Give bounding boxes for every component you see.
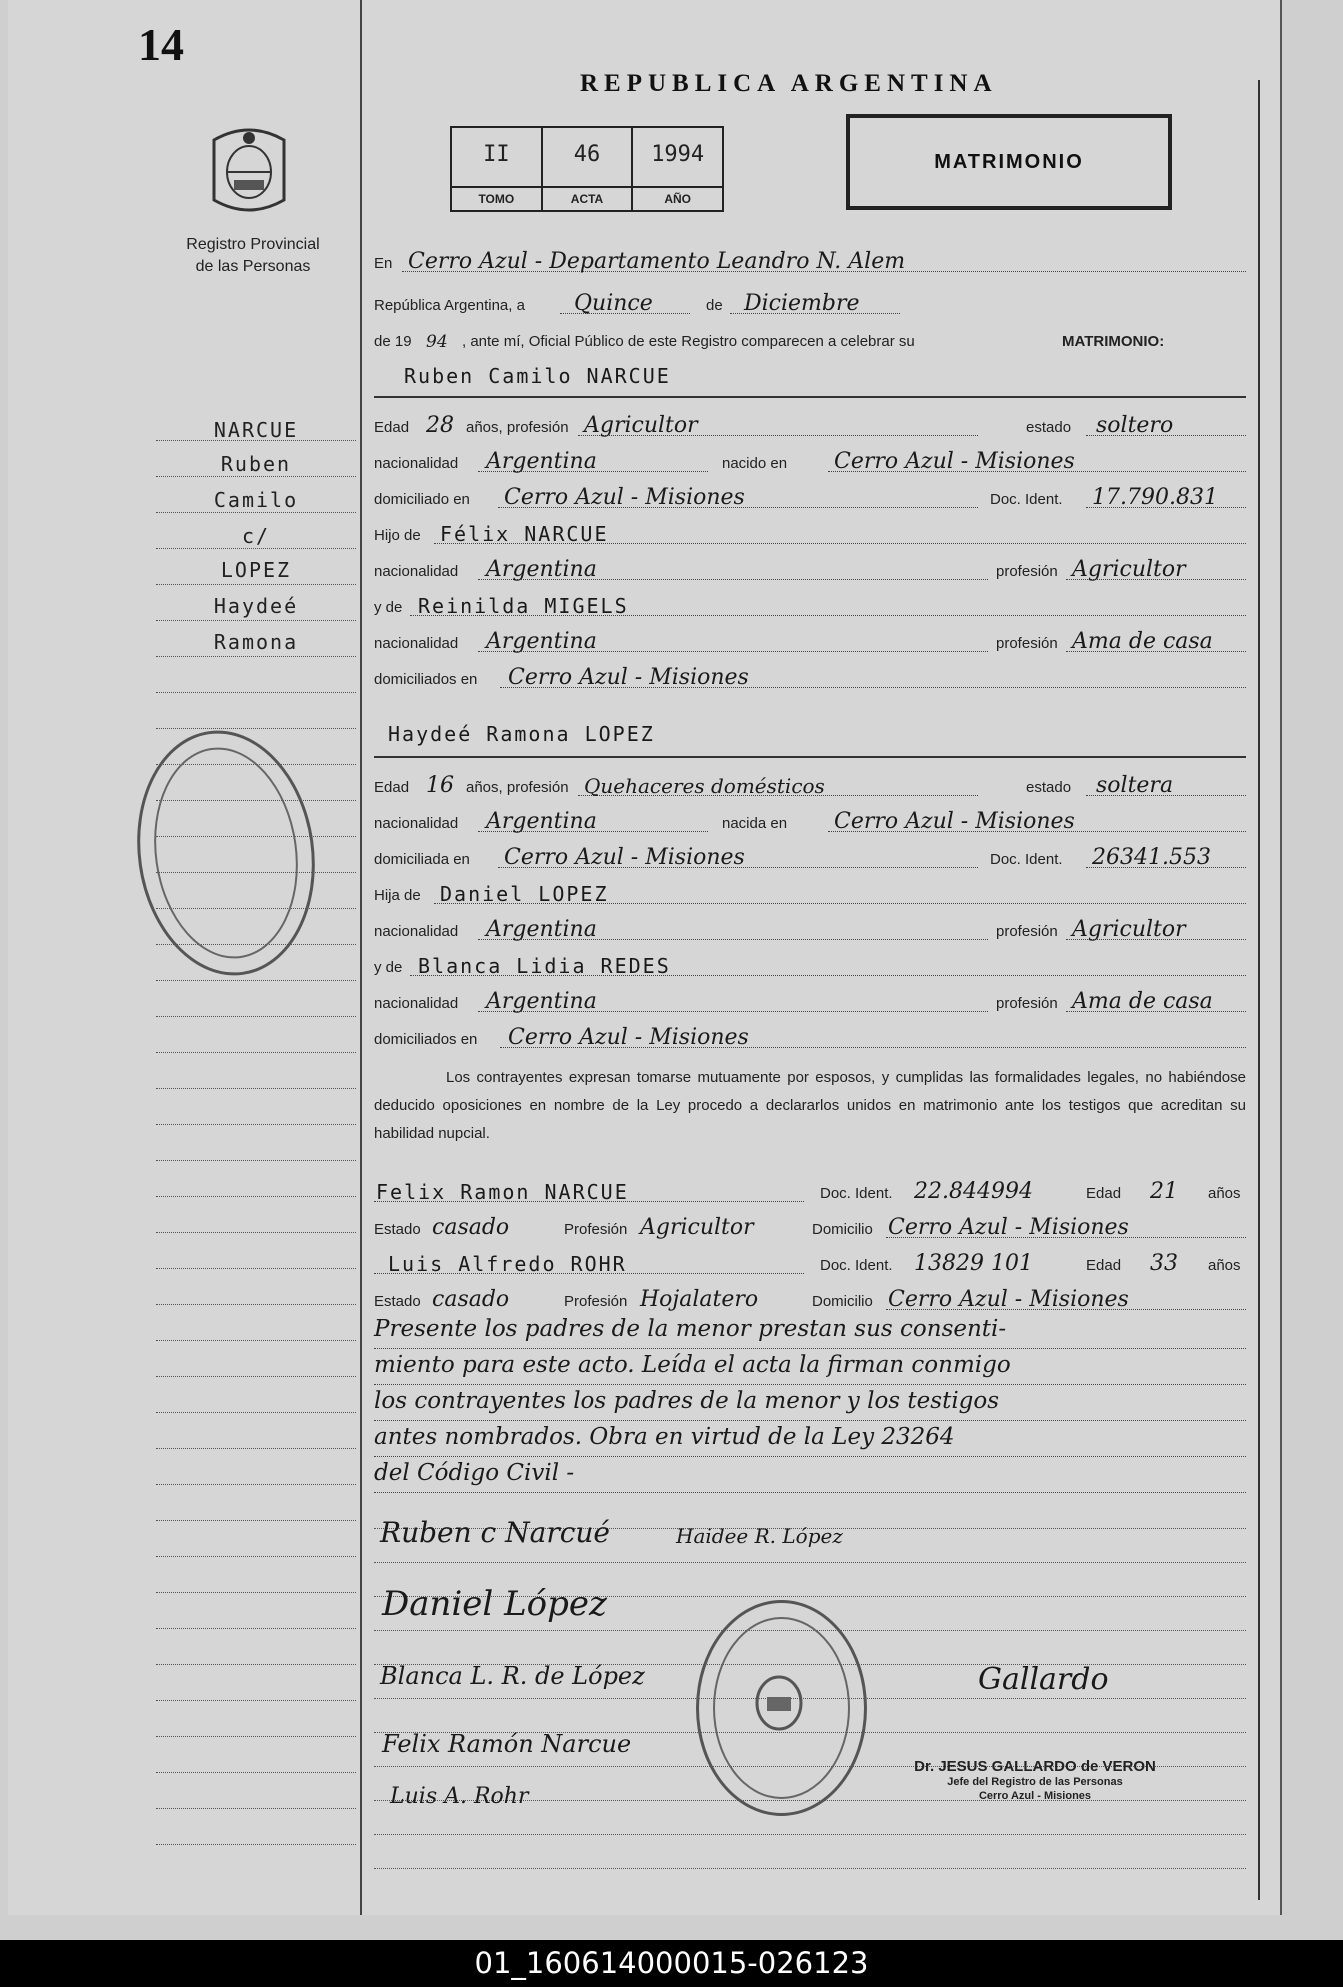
year-label: de 19 (374, 333, 412, 350)
bride-father-nationality: Argentina (486, 917, 597, 942)
stamp-inner-ring (141, 738, 311, 968)
margin-ruled-line (156, 1340, 356, 1341)
signature-bride-father: Daniel López (382, 1584, 607, 1624)
witness1-name: Felix Ramon NARCUE (376, 1180, 629, 1204)
bride-mother-profession: Ama de casa (1072, 989, 1213, 1014)
groom-father-nationality: Argentina (486, 557, 597, 582)
day-value: Quince (574, 291, 653, 316)
anio-cell (633, 128, 722, 210)
margin-ruled-line (156, 980, 356, 981)
signature-bride-mother: Blanca L. R. de López (380, 1662, 645, 1690)
groom-father-row (374, 512, 1246, 548)
witness2-age: 33 (1150, 1251, 1178, 1276)
witness1-row (374, 1170, 1246, 1206)
groom-nationality: Argentina (486, 449, 597, 474)
bride-age-row (374, 764, 1246, 800)
act-type-box: MATRIMONIO (846, 114, 1172, 210)
doc-ident-label: Doc. Ident. (820, 1185, 893, 1202)
bride-doc: 26341.553 (1092, 845, 1211, 870)
signature-official: Gallardo (978, 1662, 1109, 1697)
margin-ruled-line (156, 728, 356, 729)
bride-status: soltera (1096, 773, 1174, 798)
bride-mother-row (374, 944, 1246, 980)
bride-name-row (374, 712, 1246, 748)
margin-ruled-line (156, 1268, 356, 1269)
domiciliados-label: domiciliados en (374, 1031, 478, 1048)
groom-domicile: Cerro Azul - Misiones (504, 485, 745, 510)
official-block (880, 1758, 1190, 1803)
stamp-emblem-icon (749, 1673, 809, 1733)
hijo-de-label: Hijo de (374, 527, 421, 544)
comparecen-text: , ante mí, Oficial Público de este Registro comparecen a celebrar su (462, 333, 915, 350)
groom-father: Félix NARCUE (440, 522, 609, 546)
bride-mother-nationality: Argentina (486, 989, 597, 1014)
y-de-label: y de (374, 959, 403, 976)
groom-age-row (374, 404, 1246, 440)
signature-witness1: Felix Ramón Narcue (382, 1730, 632, 1758)
margin-ruled-line (156, 1808, 356, 1809)
nacionalidad-label: nacionalidad (374, 635, 459, 652)
nacionalidad-label: nacionalidad (374, 455, 459, 472)
margin-ruled-line (156, 1844, 356, 1845)
margin-ruled-line (156, 1592, 356, 1593)
witness2-name: Luis Alfredo ROHR (388, 1252, 627, 1276)
signature-groom: Ruben c Narcué (380, 1516, 610, 1549)
hija-de-label: Hija de (374, 887, 421, 904)
signature-ruled-line (374, 1834, 1246, 1835)
y-de-label: y de (374, 599, 403, 616)
nacionalidad-label: nacionalidad (374, 815, 459, 832)
witness1-details-row (374, 1206, 1246, 1242)
profesion-label: Profesión (564, 1293, 628, 1310)
place-value: Cerro Azul - Departamento Leandro N. Alem (408, 249, 906, 274)
margin-ruled-line (156, 1520, 356, 1521)
groom-profession: Agricultor (584, 413, 698, 438)
witness2-doc: 13829 101 (914, 1251, 1033, 1276)
groom-mother-nationality: Argentina (486, 629, 597, 654)
bride-name: Haydeé Ramona LOPEZ (388, 722, 655, 746)
margin-ruled-line (156, 1556, 356, 1557)
nacida-en-label: nacida en (722, 815, 788, 832)
margin-name: LOPEZ (220, 558, 292, 582)
margin-ruled-line (156, 656, 356, 657)
profesion-label: profesión (996, 923, 1058, 940)
margin-name: Camilo (213, 488, 299, 512)
profesion-label: profesión (996, 563, 1058, 580)
witness2-status: casado (432, 1287, 510, 1312)
margin-ruled-line (156, 1736, 356, 1737)
margin-ruled-line (156, 584, 356, 585)
month-value: Diciembre (744, 291, 860, 316)
signature-bride: Haidee R. López (676, 1524, 843, 1548)
groom-nationality-row (374, 440, 1246, 476)
edad-label: Edad (374, 419, 410, 436)
domiciliada-label: domiciliada en (374, 851, 470, 868)
estado-label: Estado (374, 1293, 421, 1310)
domiciliados-label: domiciliados en (374, 671, 478, 688)
document-sheet (8, 0, 1282, 1915)
margin-ruled-line (156, 620, 356, 621)
margin-ruled-line (156, 1484, 356, 1485)
margin-ruled-line (156, 548, 356, 549)
anio-value: 1994 (651, 142, 705, 167)
page-edge-rule (1258, 80, 1260, 1900)
groom-name-row (374, 354, 1246, 390)
groom-father-nat-row (374, 548, 1246, 584)
groom-doc: 17.790.831 (1092, 485, 1218, 510)
doc-ident-label: Doc. Ident. (820, 1257, 893, 1274)
estado-label: Estado (374, 1221, 421, 1238)
margin-ruled-line (156, 1448, 356, 1449)
record-reference-table (450, 126, 724, 212)
groom-name: Ruben Camilo NARCUE (404, 364, 671, 388)
nacionalidad-label: nacionalidad (374, 563, 459, 580)
bride-mother-nat-row (374, 980, 1246, 1016)
bride-nationality: Argentina (486, 809, 597, 834)
intro-date-row (374, 282, 1246, 318)
anos-profesion-label: años, profesión (466, 419, 569, 436)
margin-name: NARCUE (213, 418, 299, 442)
folio-number: 14 (138, 19, 184, 70)
estado-label: estado (1026, 779, 1072, 796)
year-suffix: 94 (426, 332, 448, 352)
margin-ruled-line (156, 1160, 356, 1161)
registry-line2: de las Personas (195, 258, 311, 275)
registry-line1: Registro Provincial (186, 236, 320, 253)
margin-ruled-line (156, 1772, 356, 1773)
nacionalidad-label: nacionalidad (374, 923, 459, 940)
groom-father-profession: Agricultor (1072, 557, 1186, 582)
profesion-label: profesión (996, 995, 1058, 1012)
witness2-domicile: Cerro Azul - Misiones (888, 1287, 1129, 1312)
en-label: En (374, 255, 393, 272)
margin-ruled-line (156, 1376, 356, 1377)
signature-witness2: Luis A. Rohr (390, 1784, 529, 1809)
declaration-paragraph: Los contrayentes expresan tomarse mutuamente por esposos, y cumplidas las formalidades legales, no habiéndose deducido oposiciones en nombre de la Ley procedo a declararlos unidos en matrimonio ante los testigos que acreditan su habilidad nupcial. (374, 1069, 1246, 1142)
groom-mother: Reinilda MIGELS (418, 594, 629, 618)
margin-ruled-line (156, 1196, 356, 1197)
margin-ruled-line (156, 1016, 356, 1017)
margin-ruled-line (156, 1088, 356, 1089)
bride-mother: Blanca Lidia REDES (418, 954, 671, 978)
margin-ruled-line (156, 1124, 356, 1125)
margin-ruled-line (156, 1304, 356, 1305)
bride-birthplace: Cerro Azul - Misiones (834, 809, 1075, 834)
witness1-profession: Agricultor (640, 1215, 754, 1240)
file-id-caption: 01_160614000015-026123 (0, 1940, 1343, 1987)
margin-ruled-line (156, 440, 356, 441)
tomo-label: TOMO (452, 186, 541, 210)
margin-ruled-line (156, 692, 356, 693)
witness1-domicile: Cerro Azul - Misiones (888, 1215, 1129, 1240)
edad-label: Edad (1086, 1257, 1122, 1274)
witness2-details-row (374, 1278, 1246, 1314)
bride-domicile: Cerro Azul - Misiones (504, 845, 745, 870)
bride-father-profession: Agricultor (1072, 917, 1186, 942)
bride-domicile-row (374, 836, 1246, 872)
bride-father-row (374, 872, 1246, 908)
bride-father: Daniel LOPEZ (440, 882, 609, 906)
bride-profession: Quehaceres domésticos (584, 774, 825, 798)
witness2-row (374, 1242, 1246, 1278)
observation-line: antes nombrados. Obra en virtud de la Ley 23264 (374, 1424, 1246, 1457)
anos-label: años (1208, 1257, 1241, 1274)
groom-parents-domicile: Cerro Azul - Misiones (508, 665, 749, 690)
tomo-cell (452, 128, 543, 210)
edad-label: Edad (1086, 1185, 1122, 1202)
delegation-stamp (696, 1600, 867, 1816)
intro-year-row (374, 318, 1246, 354)
margin-ruled-line (156, 476, 356, 477)
domicilio-label: Domicilio (812, 1221, 873, 1238)
nacido-en-label: nacido en (722, 455, 788, 472)
section-rule (374, 756, 1246, 758)
margin-ruled-line (156, 1628, 356, 1629)
bride-parents-dom-row (374, 1016, 1246, 1052)
witness1-doc: 22.844994 (914, 1179, 1033, 1204)
observation-line: Presente los padres de la menor prestan sus consenti- (374, 1316, 1246, 1349)
witness2-profession: Hojalatero (640, 1287, 759, 1312)
anos-profesion-label: años, profesión (466, 779, 569, 796)
margin-ruled-line (156, 1232, 356, 1233)
coat-of-arms-icon (204, 120, 294, 220)
official-location: Cerro Azul - Misiones (978, 1790, 1092, 1802)
acta-value: 46 (573, 142, 601, 167)
margin-ruled-line (156, 1700, 356, 1701)
profesion-label: Profesión (564, 1221, 628, 1238)
section-rule (374, 396, 1246, 398)
official-name: Dr. JESUS GALLARDO de VERON (914, 1758, 1156, 1775)
official-title: Jefe del Registro de las Personas (947, 1776, 1123, 1788)
edad-label: Edad (374, 779, 410, 796)
groom-age: 28 (426, 413, 454, 438)
estado-label: estado (1026, 419, 1072, 436)
republica-label: República Argentina, a (374, 297, 525, 314)
margin-ruled-line (156, 1052, 356, 1053)
observation-line: del Código Civil - (374, 1460, 1246, 1493)
margin-name: c/ (241, 524, 271, 548)
bride-age: 16 (426, 773, 454, 798)
witness1-status: casado (432, 1215, 510, 1240)
groom-status: soltero (1096, 413, 1174, 438)
groom-parents-dom-row (374, 656, 1246, 692)
groom-domicile-row (374, 476, 1246, 512)
bride-nationality-row (374, 800, 1246, 836)
doc-ident-label: Doc. Ident. (990, 851, 1063, 868)
acta-label: ACTA (543, 186, 632, 210)
anos-label: años (1208, 1185, 1241, 1202)
groom-birthplace: Cerro Azul - Misiones (834, 449, 1075, 474)
margin-name: Haydeé (213, 594, 299, 618)
bride-father-nat-row (374, 908, 1246, 944)
signature-ruled-line (374, 1868, 1246, 1869)
tomo-value: II (483, 142, 510, 167)
groom-mother-row (374, 584, 1246, 620)
intro-place-row (374, 240, 1246, 276)
witness1-age: 21 (1150, 1179, 1178, 1204)
margin-name: Ramona (213, 630, 299, 654)
domiciliado-label: domiciliado en (374, 491, 470, 508)
page-title: REPUBLICA ARGENTINA (580, 70, 998, 97)
signature-ruled-line (374, 1562, 1246, 1563)
registry-name (158, 234, 348, 278)
margin-ruled-line (156, 1664, 356, 1665)
margin-name: Ruben (220, 452, 292, 476)
groom-mother-nat-row (374, 620, 1246, 656)
observation-line: miento para este acto. Leída el acta la firman conmigo (374, 1352, 1246, 1385)
margin-ruled-line (156, 1412, 356, 1413)
anio-label: AÑO (633, 186, 722, 210)
margin-ruled-line (156, 512, 356, 513)
domicilio-label: Domicilio (812, 1293, 873, 1310)
nacionalidad-label: nacionalidad (374, 995, 459, 1012)
acta-cell (543, 128, 634, 210)
profesion-label: profesión (996, 635, 1058, 652)
matrimonio-label: MATRIMONIO: (1062, 333, 1165, 350)
de-label: de (706, 297, 723, 314)
bride-parents-domicile: Cerro Azul - Misiones (508, 1025, 749, 1050)
doc-ident-label: Doc. Ident. (990, 491, 1063, 508)
observation-line: los contrayentes los padres de la menor y los testigos (374, 1388, 1246, 1421)
groom-mother-profession: Ama de casa (1072, 629, 1213, 654)
